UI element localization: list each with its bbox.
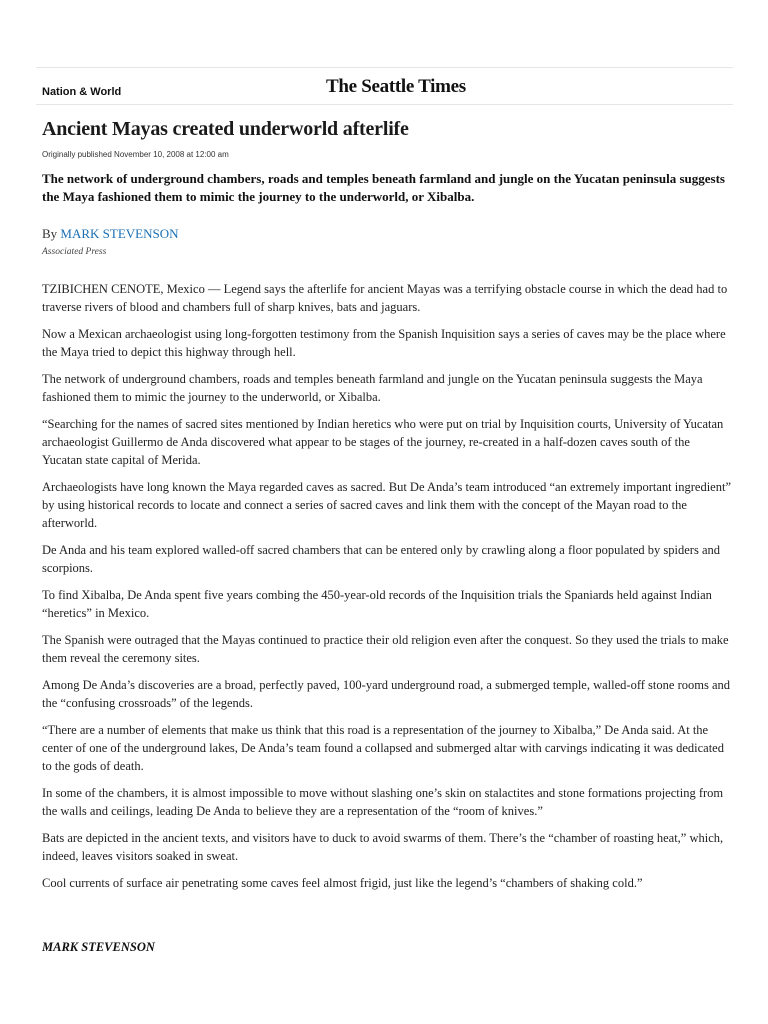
author-signoff: MARK STEVENSON	[42, 940, 155, 954]
body-paragraph: To find Xibalba, De Anda spent five years combing the 450-year-old records of the Inquisition trials the Spaniards held against Indian “heretics” in Mexico.	[42, 588, 712, 620]
agency-credit: Associated Press	[42, 247, 107, 257]
section-label[interactable]: Nation & World	[42, 86, 122, 98]
body-paragraph: The network of underground chambers, roads and temples beneath farmland and jungle on the Yucatan peninsula suggests the Maya fashioned them to mimic the journey to the underworld, or Xibalba.	[42, 372, 703, 404]
author-link[interactable]: MARK STEVENSON	[60, 226, 179, 241]
body-paragraph: The Spanish were outraged that the Mayas continued to practice their old religion even after the conquest. So they used the trials to make them reveal the ceremony sites.	[42, 633, 729, 665]
body-paragraph: De Anda and his team explored walled-off sacred chambers that can be entered only by crawling along a floor populated by spiders and scorpions.	[42, 543, 721, 575]
body-paragraph: Cool currents of surface air penetrating some caves feel almost frigid, just like the legend’s “chambers of shaking cold.”	[42, 876, 643, 890]
body-paragraph: TZIBICHEN CENOTE, Mexico — Legend says the afterlife for ancient Mayas was a terrifying obstacle course in which the dead had to traverse rivers of blood and chambers full of sharp knives, bats and jaguars.	[42, 282, 728, 314]
body-paragraph: Among De Anda’s discoveries are a broad, perfectly paved, 100-yard underground road, a submerged temple, walled-off stone rooms and the “confusing crossroads” of the legends.	[42, 678, 730, 710]
body-paragraph: “Searching for the names of sacred sites mentioned by Indian heretics who were put on trial by Inquisition courts, University of Yucatan archaeologist Guillermo de Anda discovered what appear to be stages of the journey, re-created in a half-dozen caves south of the Yucatan state capital of Merida.	[42, 417, 724, 467]
article-headline: Ancient Mayas created underworld afterlife	[42, 118, 409, 140]
article-summary: The network of underground chambers, roads and temples beneath farmland and jungle on the Yucatan peninsula suggests the Maya fashioned them to mimic the journey to the underworld, or Xibalba.	[42, 171, 725, 204]
body-paragraph: “There are a number of elements that make us think that this road is a representation of the journey to Xibalba,” De Anda said. At the center of one of the underground lakes, De Anda’s team found a collapsed and submerged altar with carvings indicating it was dedicated to the gods of death.	[42, 723, 724, 773]
body-paragraph: Bats are depicted in the ancient texts, and visitors have to duck to avoid swarms of them. There’s the “chamber of roasting heat,” which, indeed, leaves visitors soaked in sweat.	[42, 831, 724, 863]
body-paragraph: In some of the chambers, it is almost impossible to move without slashing one’s skin on stalactites and stone formations projecting from the walls and ceilings, leading De Anda to believe they are a representation of the “room of knives.”	[42, 786, 724, 818]
body-paragraph: Now a Mexican archaeologist using long-forgotten testimony from the Spanish Inquisition says a series of caves may be the place where the Maya tried to depict this highway through hell.	[42, 327, 726, 359]
byline	[42, 226, 179, 242]
publish-date: Originally published November 10, 2008 at 12:00 am	[42, 150, 229, 159]
byline-prefix: By	[42, 226, 58, 241]
article-body	[42, 280, 732, 901]
masthead-logo[interactable]: The Seattle Times	[326, 76, 466, 97]
body-paragraph: Archaeologists have long known the Maya regarded caves as sacred. But De Anda’s team introduced “an extremely important ingredient” by using historical records to locate and connect a series of sacred caves and link them with the concept of the Mayan road to the afterworld.	[42, 480, 732, 530]
header-bar	[36, 67, 733, 105]
